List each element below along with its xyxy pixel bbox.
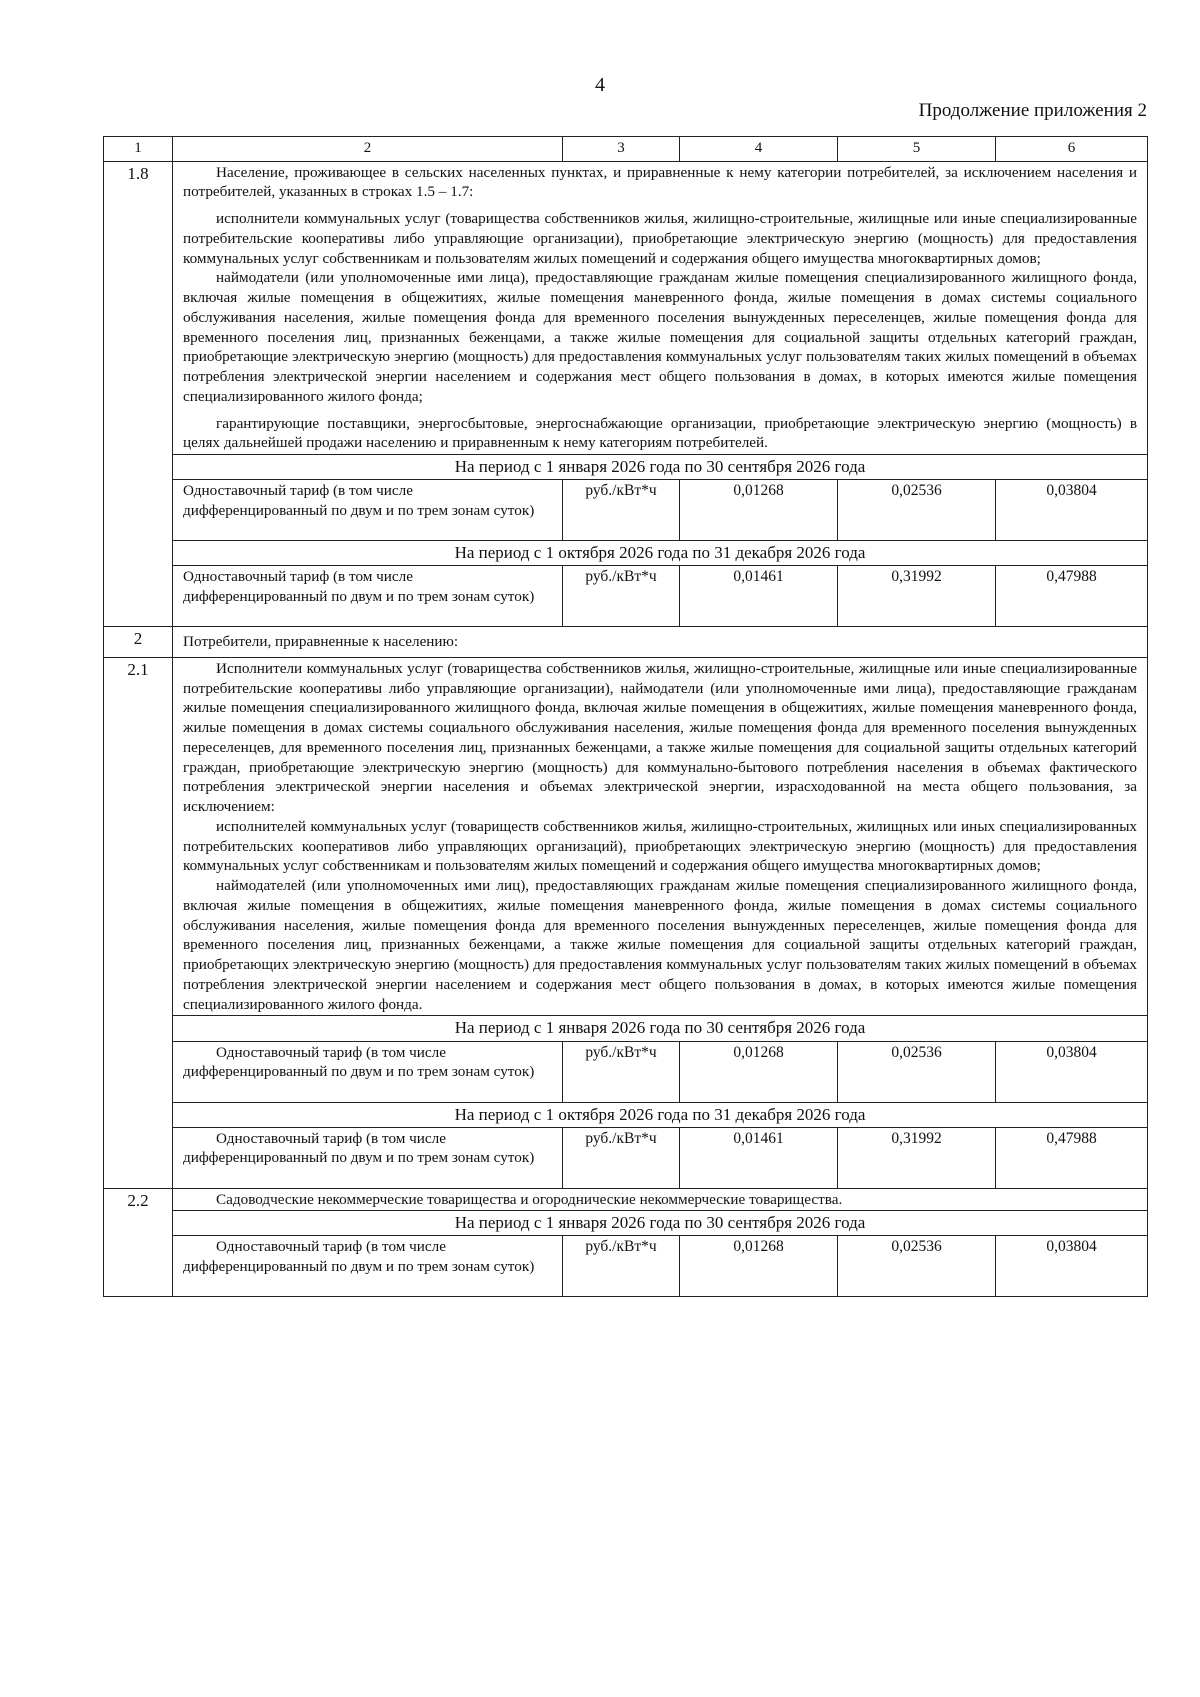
description-paragraph: наймодатели (или уполномоченные ими лица), предоставляющие гражданам жилые помещения специализированного жилищного фонда, включая жилые помещения в общежитиях, жилые помещения маневренного фонда, жилые помещения в домах системы социального обслуживания населения, жилые помещения фонда для временного поселения вынужденных переселенцев, жилые помещения фонда для временного поселения лиц, признанных беженцами, а также жилые помещения для социальной защиты отдельных категорий граждан, приобретающие электрическую энергию (мощность) для предоставления коммунальных услуг пользователям таких жилых помещений в объемах потребления электрической энергии населением и содержания мест общего пользования в домах, в которых имеются жилые помещения специализированного жилого фонда; bbox=[183, 269, 1137, 405]
period-heading: На период с 1 января 2026 года по 30 сентября 2026 года bbox=[173, 1211, 1148, 1236]
tariff-label: Одноставочный тариф (в том числе дифференцированный по двум и по трем зонам суток) bbox=[173, 480, 563, 541]
tariff-value-col4: 0,01268 bbox=[680, 480, 838, 541]
row-description bbox=[173, 657, 1148, 1016]
period-row bbox=[104, 541, 1148, 566]
description-intro: Потребители, приравненные к населению: bbox=[183, 633, 459, 651]
column-header: 1 bbox=[104, 137, 173, 162]
column-header: 2 bbox=[173, 137, 563, 162]
row-description bbox=[173, 627, 1148, 658]
tariff-unit: руб./кВт*ч bbox=[563, 1127, 680, 1188]
period-row bbox=[104, 1211, 1148, 1236]
tariff-value-col5: 0,02536 bbox=[838, 1236, 996, 1297]
tariff-label: Одноставочный тариф (в том числе дифференцированный по двум и по трем зонам суток) bbox=[173, 566, 563, 627]
tariff-unit: руб./кВт*ч bbox=[563, 480, 680, 541]
tariff-value-col6: 0,03804 bbox=[996, 1236, 1148, 1297]
tariff-row bbox=[104, 1236, 1148, 1297]
row-number: 1.8 bbox=[104, 161, 173, 627]
period-row bbox=[104, 1102, 1148, 1127]
column-header: 4 bbox=[680, 137, 838, 162]
row-description bbox=[173, 1188, 1148, 1211]
table-row-2-1-description bbox=[104, 657, 1148, 1016]
period-heading: На период с 1 октября 2026 года по 31 декабря 2026 года bbox=[173, 541, 1148, 566]
description-intro: Исполнители коммунальных услуг (товарищества собственников жилья, жилищно-строительные, жилищные или иные специализированные потребительские кооперативы либо управляющие организации), наймодатели (или уполномоченные ими лица), предоставляющие гражданам жилые помещения специализированного жилищного фонда, включая жилые помещения в общежитиях, жилые помещения маневренного фонда, жилые помещения в домах системы социального обслуживания населения, жилые помещения фонда для временного поселения вынужденных переселенцев, для временного поселения лиц, признанных беженцами, а также жилые помещения для социальной защиты отдельных категорий граждан, приобретающие электрическую энергию (мощность) для коммунально-бытового потребления населения в объемах фактического потребления электрической энергии населения и объемах электрической энергии, израсходованной на места общего пользования, за исключением: bbox=[183, 659, 1137, 816]
tariff-unit: руб./кВт*ч bbox=[563, 566, 680, 627]
table-row-2 bbox=[104, 627, 1148, 658]
period-heading: На период с 1 января 2026 года по 30 сентября 2026 года bbox=[173, 455, 1148, 480]
tariff-label: Одноставочный тариф (в том числе дифференцированный по двум и по трем зонам суток) bbox=[173, 1127, 563, 1188]
period-heading: На период с 1 октября 2026 года по 31 декабря 2026 года bbox=[173, 1102, 1148, 1127]
row-description bbox=[173, 161, 1148, 455]
tariff-row bbox=[104, 1127, 1148, 1188]
tariff-unit: руб./кВт*ч bbox=[563, 1041, 680, 1102]
tariff-value-col6: 0,47988 bbox=[996, 566, 1148, 627]
tariff-value-col6: 0,47988 bbox=[996, 1127, 1148, 1188]
period-row bbox=[104, 1016, 1148, 1041]
table-row-1-8-description bbox=[104, 161, 1148, 455]
description-intro: Садоводческие некоммерческие товарищества и огороднические некоммерческие товарищества. bbox=[216, 1190, 843, 1208]
description-paragraph: гарантирующие поставщики, энергосбытовые, энергоснабжающие организации, приобретающие электрическую энергию (мощность) в целях дальнейшей продажи населению и приравненным к нему категориям потребителей. bbox=[183, 414, 1137, 452]
appendix-continuation-note: Продолжение приложения 2 bbox=[918, 100, 1147, 121]
tariff-value-col5: 0,31992 bbox=[838, 566, 996, 627]
tariff-value-col4: 0,01461 bbox=[680, 566, 838, 627]
tariff-value-col5: 0,31992 bbox=[838, 1127, 996, 1188]
row-number: 2.1 bbox=[104, 657, 173, 1188]
description-intro: Население, проживающее в сельских населенных пунктах, и приравненные к нему категории потребителей, за исключением населения и потребителей, указанных в строках 1.5 – 1.7: bbox=[183, 163, 1137, 201]
table-header-row bbox=[104, 137, 1148, 162]
tariff-row bbox=[104, 1041, 1148, 1102]
tariff-value-col6: 0,03804 bbox=[996, 1041, 1148, 1102]
column-header: 3 bbox=[563, 137, 680, 162]
period-heading: На период с 1 января 2026 года по 30 сентября 2026 года bbox=[173, 1016, 1148, 1041]
tariff-value-col4: 0,01268 bbox=[680, 1236, 838, 1297]
row-number: 2 bbox=[104, 627, 173, 658]
row-number: 2.2 bbox=[104, 1188, 173, 1297]
description-paragraph: наймодателей (или уполномоченных ими лиц), предоставляющих гражданам жилые помещения специализированного жилищного фонда, включая жилые помещения в общежитиях, жилые помещения маневренного фонда, жилые помещения в домах системы социального обслуживания населения, жилые помещения фонда для временного поселения вынужденных переселенцев, жилые помещения фонда для временного поселения лиц, признанных беженцами, а также жилые помещения для социальной защиты отдельных категорий граждан, приобретающих электрическую энергию (мощность) для предоставления коммунальных услуг пользователям таких жилых помещений в объемах потребления электрической энергии населением и содержания мест общего пользования в домах, в которых имеются жилые помещения специализированного жилого фонда. bbox=[183, 877, 1137, 1013]
table-row-2-2-description bbox=[104, 1188, 1148, 1211]
column-header: 5 bbox=[838, 137, 996, 162]
column-header: 6 bbox=[996, 137, 1148, 162]
period-row bbox=[104, 455, 1148, 480]
tariff-table bbox=[103, 136, 1148, 1297]
tariff-value-col5: 0,02536 bbox=[838, 480, 996, 541]
tariff-value-col4: 0,01268 bbox=[680, 1041, 838, 1102]
tariff-label: Одноставочный тариф (в том числе дифференцированный по двум и по трем зонам суток) bbox=[173, 1236, 563, 1297]
tariff-label: Одноставочный тариф (в том числе дифференцированный по двум и по трем зонам суток) bbox=[173, 1041, 563, 1102]
tariff-value-col5: 0,02536 bbox=[838, 1041, 996, 1102]
tariff-row bbox=[104, 480, 1148, 541]
tariff-value-col4: 0,01461 bbox=[680, 1127, 838, 1188]
tariff-unit: руб./кВт*ч bbox=[563, 1236, 680, 1297]
tariff-row bbox=[104, 566, 1148, 627]
description-paragraph: исполнителей коммунальных услуг (товариществ собственников жилья, жилищно-строительных, жилищных или иных специализированных потребительских кооперативов либо управляющих организаций), приобретающих электрическую энергию (мощность) для предоставления коммунальных услуг собственникам и пользователям жилых помещений и содержания общего имущества многоквартирных домов; bbox=[183, 817, 1137, 875]
page-number: 4 bbox=[595, 74, 605, 96]
tariff-value-col6: 0,03804 bbox=[996, 480, 1148, 541]
description-paragraph: исполнители коммунальных услуг (товарищества собственников жилья, жилищно-строительные, жилищные или иные специализированные потребительские кооперативы либо управляющие организации), приобретающие электрическую энергию (мощность) для предоставления коммунальных услуг собственникам и пользователям жилых помещений и содержания общего имущества многоквартирных домов; bbox=[183, 210, 1137, 267]
